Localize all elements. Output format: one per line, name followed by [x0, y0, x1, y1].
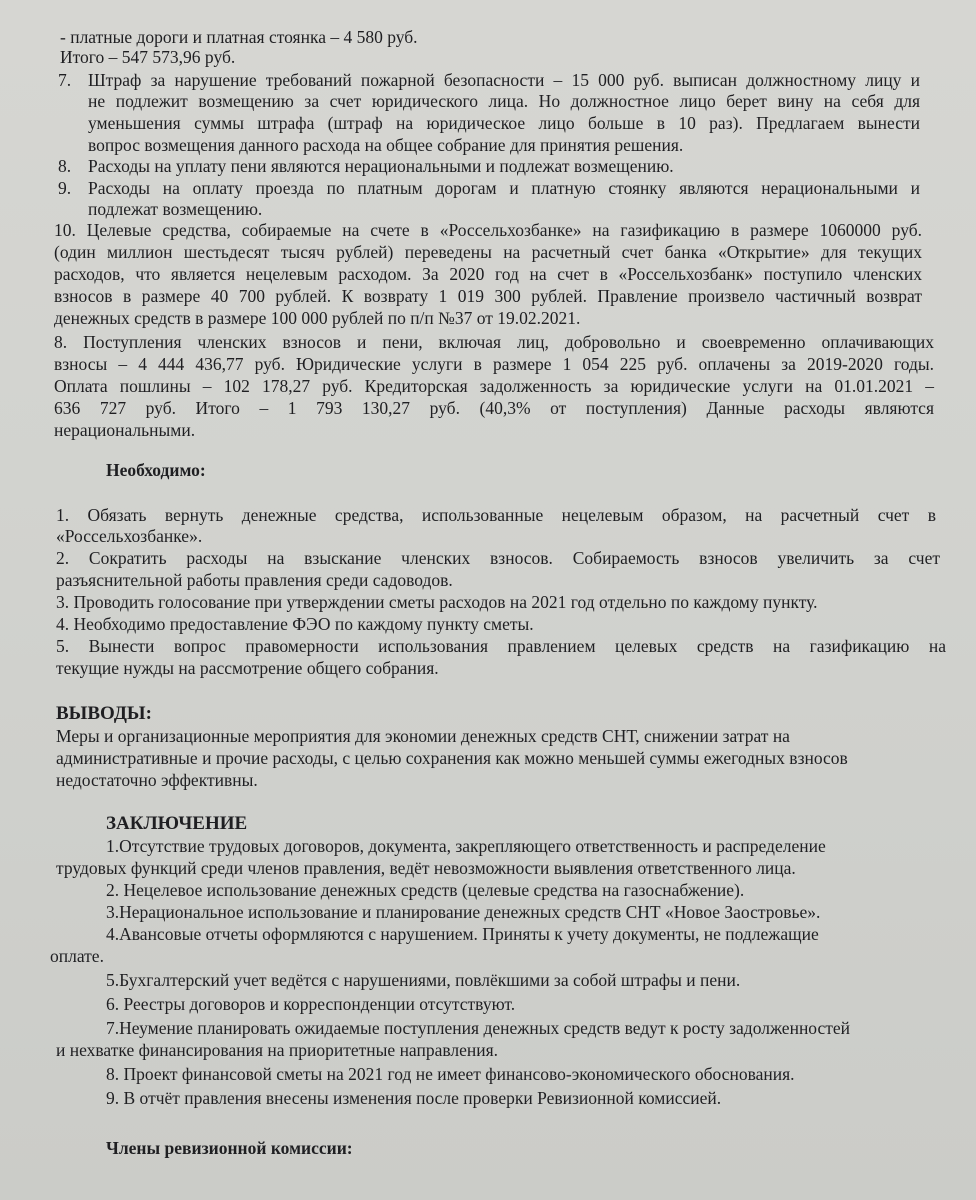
text-line: денежных средств в размере 100 000 рублей по п/п №37 от 19.02.2021. [54, 308, 581, 328]
text-line: 8. Проект финансовой сметы на 2021 год не имеет финансово-экономического обоснования. [106, 1064, 795, 1084]
text-line: текущие нужды на рассмотрение общего собрания. [56, 658, 439, 678]
text-line: 1.Отсутствие трудовых договоров, документа, закрепляющего ответственность и распределение [106, 836, 826, 856]
text-line: Меры и организационные мероприятия для экономии денежных средств СНТ, снижении затрат на [56, 726, 790, 746]
text-line: Оплата пошлины – 102 178,27 руб. Кредиторская задолженность за юридические услуги на 01.01.2021 – [54, 376, 934, 396]
text-line: Расходы на уплату пени являются нерациональными и подлежат возмещению. [88, 156, 674, 176]
text-line: недостаточно эффективны. [56, 770, 258, 790]
text-line: разъяснительной работы правления среди садоводов. [56, 570, 453, 590]
text-line: 2. Сократить расходы на взыскание членских взносов. Собираемость взносов увеличить за счет [56, 548, 940, 568]
text-line: 7.Неумение планировать ожидаемые поступления денежных средств ведут к росту задолженностей [106, 1018, 851, 1038]
text-line: взносы – 4 444 436,77 руб. Юридические услуги в размере 1 054 225 руб. оплачены за 2019-2020 годы. [54, 354, 934, 374]
text-line: 9. В отчёт правления внесены изменения после проверки Ревизионной комиссией. [106, 1088, 722, 1108]
text-line: 1. Обязать вернуть денежные средства, использованные нецелевым образом, на расчетный счет в [56, 505, 936, 525]
text-line: оплате. [50, 946, 104, 966]
text-line: 2. Нецелевое использование денежных средств (целевые средства на газоснабжение). [106, 880, 745, 900]
text-line: нерациональными. [54, 420, 196, 440]
section-heading-necessary: Необходимо: [106, 460, 206, 480]
text-line: 5. Вынести вопрос правомерности использования правлением целевых средств на газификацию на [56, 636, 946, 656]
text-line: - платные дороги и платная стоянка – 4 580 руб. [60, 27, 418, 47]
text-line: взносов в размере 40 700 рублей. К возврату 1 019 300 рублей. Правление произвело частичный возврат [54, 286, 922, 306]
text-line: и нехватке финансирования на приоритетные направления. [56, 1040, 499, 1060]
text-line: 3. Проводить голосование при утверждении сметы расходов на 2021 год отдельно по каждому пункту. [56, 592, 818, 612]
text-line: 3.Нерациональное использование и планирование денежных средств СНТ «Новое Заостровье». [106, 902, 821, 922]
section-heading-conclusions: ВЫВОДЫ: [56, 703, 152, 724]
text-line: расходов, что является нецелевым расходом. За 2020 год на счет в «Россельхозбанк» поступило членских [54, 264, 922, 284]
text-line: 5.Бухгалтерский учет ведётся с нарушениями, повлёкшими за собой штрафы и пени. [106, 970, 741, 990]
text-line: 6. Реестры договоров и корреспонденции отсутствуют. [106, 994, 516, 1014]
section-heading-final: ЗАКЛЮЧЕНИЕ [106, 813, 248, 834]
text-line: вопрос возмещения данного расхода на общее собрание для принятия решения. [88, 135, 684, 155]
text-line: 8. Поступления членских взносов и пени, включая лиц, добровольно и своевременно оплачивающих [54, 332, 934, 352]
item-number: 7. [58, 70, 72, 90]
text-line: 636 727 руб. Итого – 1 793 130,27 руб. (40,3% от поступления) Данные расходы являются [54, 398, 934, 418]
text-line: трудовых функций среди членов правления, ведёт невозможности выявления ответственного лица. [56, 858, 796, 878]
text-line: Штраф за нарушение требований пожарной безопасности – 15 000 руб. выписан должностному лицу и [88, 70, 920, 90]
signatures-heading: Члены ревизионной комиссии: [106, 1138, 353, 1158]
item-number: 8. [58, 156, 72, 176]
text-line: Итого – 547 573,96 руб. [60, 47, 236, 67]
text-line: не подлежит возмещению за счет юридического лица. Но должностное лицо берет вину на себя для [88, 91, 920, 111]
text-line: Расходы на оплату проезда по платным дорогам и платную стоянку являются нерациональными и [88, 178, 920, 198]
text-line: (один миллион шестьдесят тысяч рублей) переведены на расчетный счет банка «Открытие» для текущих [54, 242, 922, 262]
text-line: 10. Целевые средства, собираемые на счете в «Россельхозбанке» на газификацию в размере 1060000 руб. [54, 220, 922, 240]
text-line: административные и прочие расходы, с целью сохранения как можно меньшей суммы ежегодных взносов [56, 748, 848, 768]
text-line: 4.Авансовые отчеты оформляются с нарушением. Приняты к учету документы, не подлежащие [106, 924, 819, 944]
text-line: уменьшения суммы штрафа (штраф на юридическое лицо больше в 10 раз). Предлагаем вынести [88, 113, 920, 133]
text-line: «Россельхозбанке». [56, 526, 203, 546]
text-line: подлежат возмещению. [88, 199, 263, 219]
text-line: 4. Необходимо предоставление ФЭО по каждому пункту сметы. [56, 614, 534, 634]
item-number: 9. [58, 178, 72, 198]
